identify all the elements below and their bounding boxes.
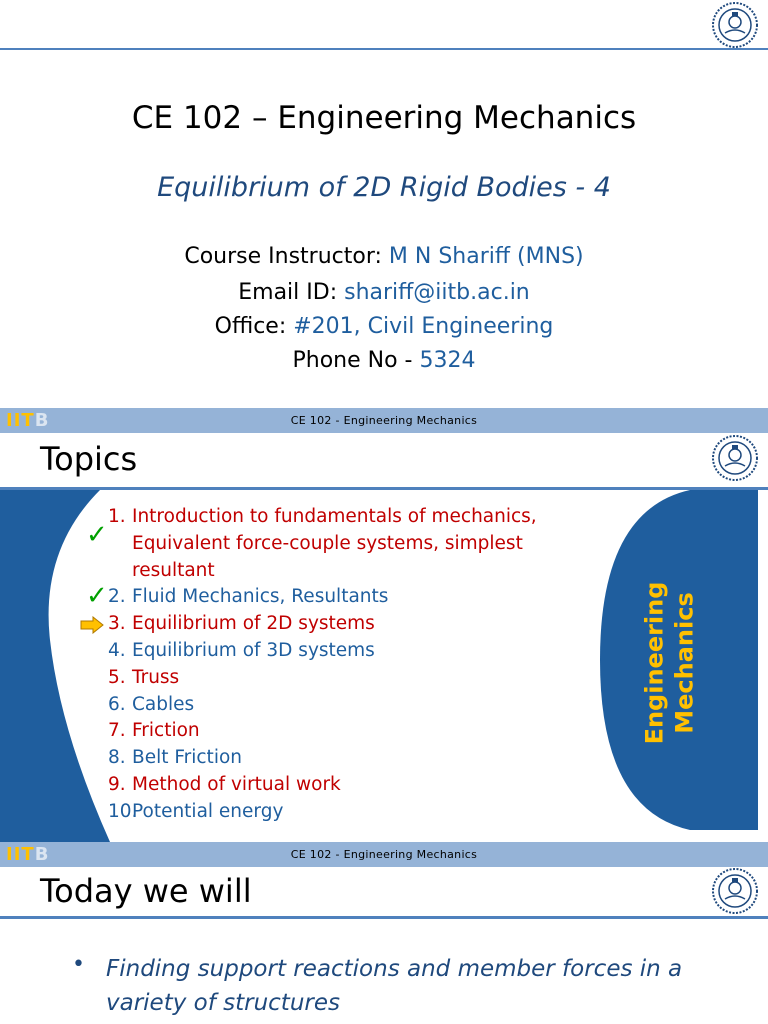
topic-text: Equilibrium of 2D systems bbox=[132, 613, 375, 635]
side-label-line1: Engineering bbox=[640, 581, 669, 745]
office-label: Office: bbox=[214, 314, 294, 339]
side-label-line2: Mechanics bbox=[670, 592, 699, 734]
course-title: CE 102 – Engineering Mechanics bbox=[131, 100, 637, 136]
topic-number: 3. bbox=[108, 613, 126, 635]
instructor-label: Course Instructor: bbox=[184, 244, 389, 269]
topic-text: Method of virtual work bbox=[132, 773, 341, 795]
office-line bbox=[0, 314, 768, 339]
topic-item bbox=[108, 745, 578, 772]
topic-text: Cables bbox=[132, 693, 195, 715]
topic-number: 8. bbox=[108, 747, 126, 769]
agenda-bullet bbox=[72, 952, 732, 1020]
agenda-slide bbox=[0, 842, 768, 1024]
topic-item bbox=[108, 584, 578, 611]
current-topic-arrow-icon bbox=[80, 616, 104, 634]
topic-text: Potential energy bbox=[132, 800, 284, 822]
topic-number: 4. bbox=[108, 639, 126, 661]
topic-item bbox=[108, 638, 578, 665]
phone-value: 5324 bbox=[419, 348, 476, 373]
check-icon: ✓ bbox=[86, 520, 108, 550]
topic-item bbox=[108, 504, 578, 584]
topic-text: Belt Friction bbox=[132, 747, 242, 769]
heading-rule bbox=[0, 916, 768, 919]
topics-heading: Topics bbox=[40, 440, 138, 478]
bullet-text: Finding support reactions and member forces in a variety of structures bbox=[106, 956, 683, 1016]
topic-item bbox=[108, 799, 578, 826]
topic-item bbox=[108, 718, 578, 745]
footer-brand-end: B bbox=[34, 844, 50, 865]
today-heading: Today we will bbox=[40, 872, 252, 910]
header-rule bbox=[0, 48, 768, 50]
footer-text: CE 102 - Engineering Mechanics bbox=[290, 414, 478, 427]
topics-slide bbox=[0, 408, 768, 842]
topic-item bbox=[108, 692, 578, 719]
slide-footer bbox=[0, 408, 768, 433]
instructor-value: M N Shariff (MNS) bbox=[388, 244, 584, 269]
phone-line bbox=[0, 348, 768, 373]
office-value: #201, Civil Engineering bbox=[293, 314, 554, 339]
bullet-dot: • bbox=[72, 952, 85, 977]
email-label: Email ID: bbox=[238, 280, 345, 305]
topic-number: 2. bbox=[108, 586, 126, 608]
topic-item bbox=[108, 611, 578, 638]
phone-label: Phone No - bbox=[292, 348, 420, 373]
topic-number: 1. bbox=[108, 506, 126, 527]
check-icon: ✓ bbox=[86, 581, 108, 611]
topic-text: Fluid Mechanics, Resultants bbox=[132, 586, 389, 608]
topic-list bbox=[108, 504, 578, 826]
lecture-subtitle: Equilibrium of 2D Rigid Bodies - 4 bbox=[157, 172, 611, 203]
topic-number: 6. bbox=[108, 693, 126, 715]
footer-text: CE 102 - Engineering Mechanics bbox=[290, 848, 478, 861]
topic-item bbox=[108, 772, 578, 799]
iitb-logo-icon bbox=[710, 0, 760, 50]
topic-number: 5. bbox=[108, 666, 126, 688]
topic-number: 10. bbox=[108, 800, 138, 822]
engineering-mechanics-label bbox=[624, 578, 714, 748]
topic-text: Introduction to fundamentals of mechanics, Equivalent force-couple systems, simplest resultant bbox=[132, 506, 537, 581]
footer-brand-main: IIT bbox=[6, 844, 35, 865]
topic-text: Friction bbox=[132, 720, 200, 742]
topic-item bbox=[108, 665, 578, 692]
iitb-logo-icon bbox=[710, 433, 760, 483]
slide-footer bbox=[0, 842, 768, 867]
topic-number: 9. bbox=[108, 773, 126, 795]
email-line bbox=[0, 280, 768, 305]
topic-text: Equilibrium of 3D systems bbox=[132, 639, 375, 661]
instructor-line bbox=[0, 244, 768, 269]
footer-brand-end: B bbox=[34, 410, 50, 431]
title-slide bbox=[0, 0, 768, 408]
iitb-logo-icon bbox=[710, 866, 760, 916]
topic-text: Truss bbox=[132, 666, 180, 688]
email-value: shariff@iitb.ac.in bbox=[344, 280, 530, 305]
topic-number: 7. bbox=[108, 720, 126, 742]
footer-brand-main: IIT bbox=[6, 410, 35, 431]
